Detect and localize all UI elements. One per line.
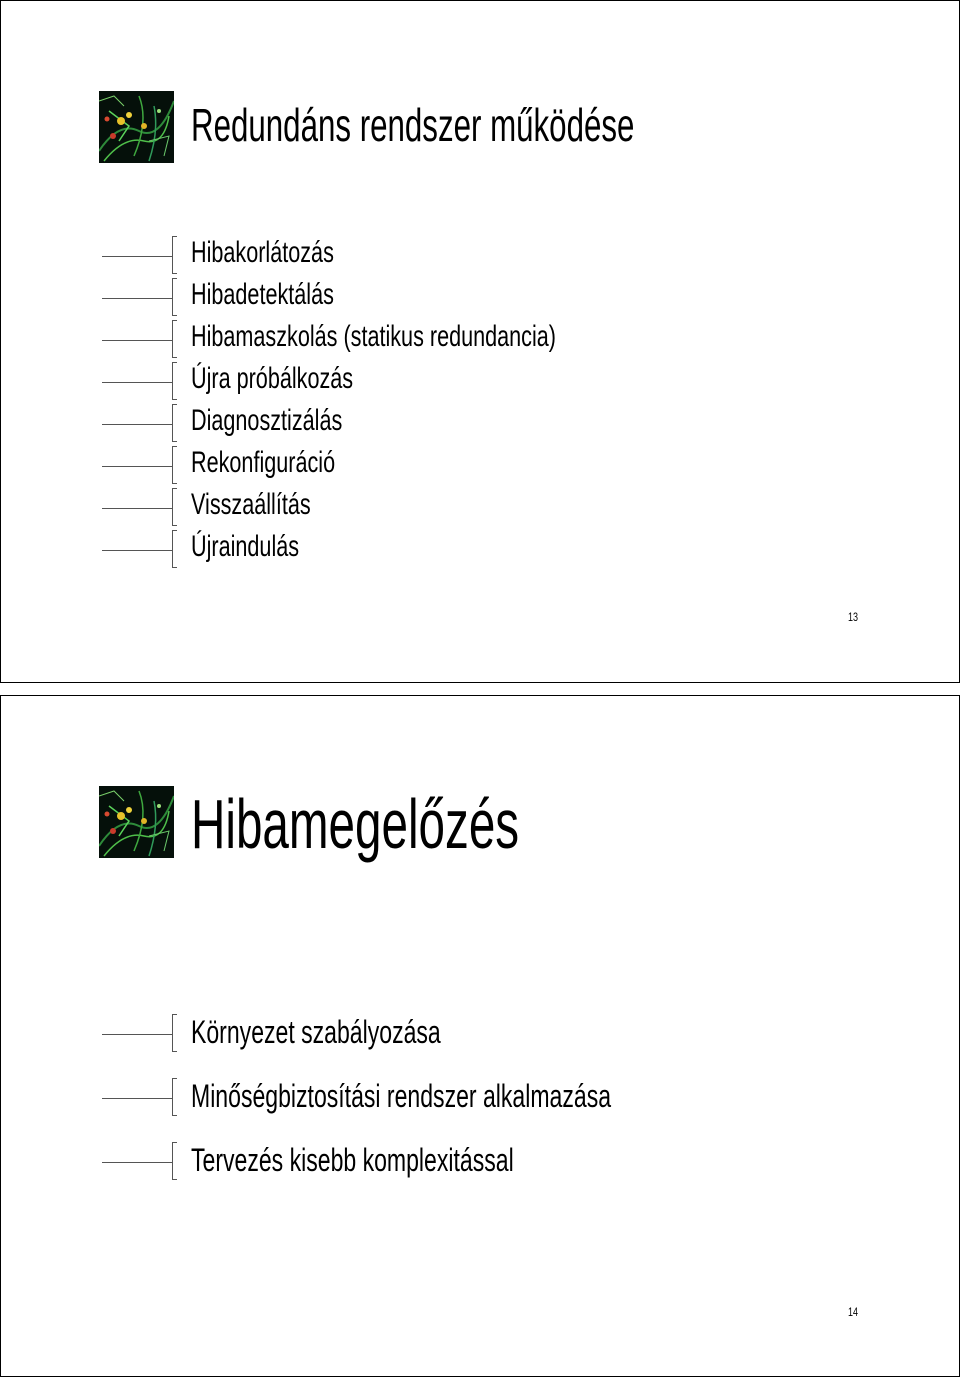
slide-title: Redundáns rendszer működése: [191, 99, 635, 151]
bullet-line: [102, 1034, 172, 1035]
plant-image-icon: [99, 91, 174, 163]
bullet-bracket: [172, 1142, 177, 1180]
bullet-line: [102, 466, 172, 467]
slide-title: Hibamegelőzés: [191, 785, 520, 863]
bullet-line: [102, 340, 172, 341]
bullet-bracket: [172, 320, 177, 358]
bullet-bracket: [172, 1078, 177, 1116]
bullet-bracket: [172, 446, 177, 484]
bullet-bracket: [172, 236, 177, 274]
bullet-line: [102, 550, 172, 551]
bullet-line: [102, 508, 172, 509]
list-item-text: Újraindulás: [191, 530, 300, 563]
bullet-bracket: [172, 1014, 177, 1052]
list-item-text: Tervezés kisebb komplexitással: [191, 1142, 514, 1178]
list-item-text: Visszaállítás: [191, 488, 311, 521]
bullet-bracket: [172, 278, 177, 316]
bullet-line: [102, 424, 172, 425]
bullet-line: [102, 1098, 172, 1099]
list-item-text: Rekonfiguráció: [191, 446, 336, 479]
list-item-text: Hibadetektálás: [191, 278, 334, 311]
page-number: 14: [848, 1305, 859, 1319]
bullet-line: [102, 298, 172, 299]
list-item-text: Hibakorlátozás: [191, 236, 334, 269]
list-item-text: Újra próbálkozás: [191, 362, 354, 395]
list-item-text: Minőségbiztosítási rendszer alkalmazása: [191, 1078, 612, 1114]
list-item-text: Diagnosztizálás: [191, 404, 343, 437]
bullet-bracket: [172, 404, 177, 442]
bullet-line: [102, 256, 172, 257]
list-item-text: Hibamaszkolás (statikus redundancia): [191, 320, 556, 353]
plant-image-icon: [99, 786, 174, 858]
bullet-bracket: [172, 488, 177, 526]
bullet-bracket: [172, 530, 177, 568]
bullet-bracket: [172, 362, 177, 400]
page-number: 13: [848, 610, 859, 624]
bullet-line: [102, 382, 172, 383]
bullet-line: [102, 1162, 172, 1163]
list-item-text: Környezet szabályozása: [191, 1014, 441, 1050]
